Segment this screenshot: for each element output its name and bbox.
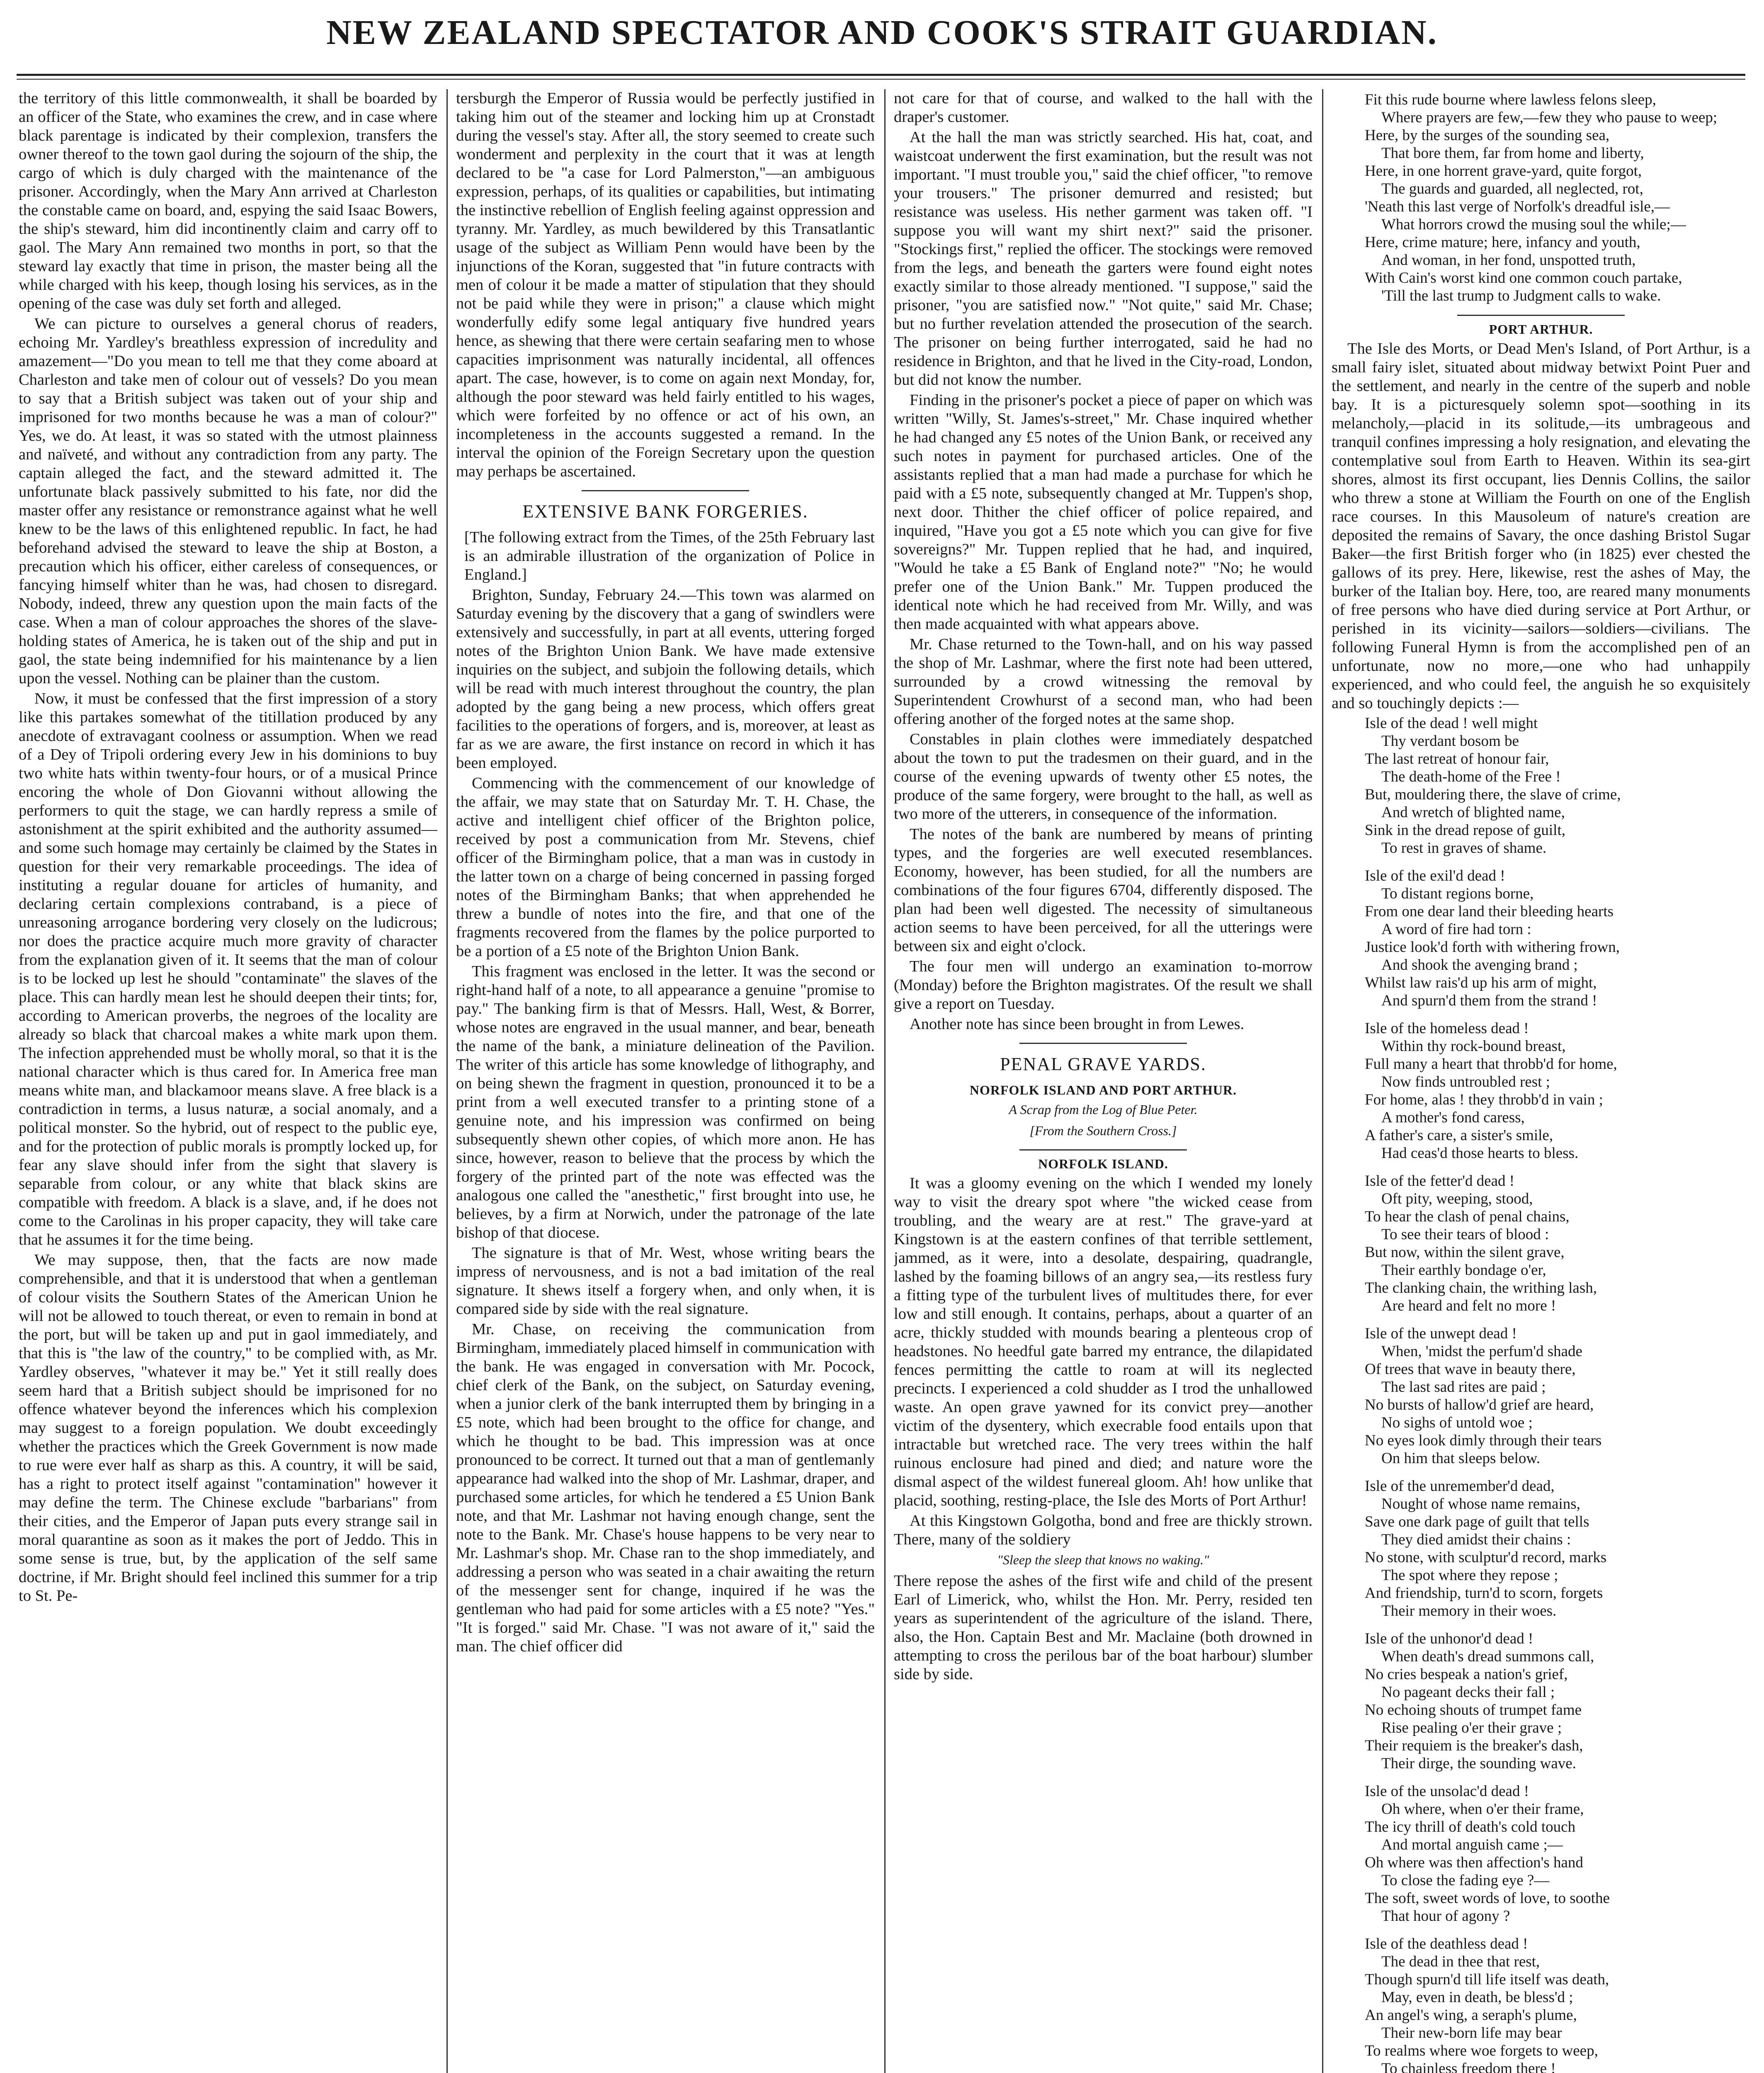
column-1	[19, 89, 437, 2073]
poem-line: Isle of the fetter'd dead !	[1365, 1172, 1515, 1189]
article-headline: EXTENSIVE BANK FORGERIES.	[522, 501, 808, 522]
poem-line: The soft, sweet words of love, to soothe	[1365, 1890, 1610, 1907]
poem-line: Though spurn'd till life itself was death,	[1365, 1971, 1609, 1988]
poem-line: The death-home of the Free !	[1381, 768, 1561, 785]
poem-line: Here, by the surges of the sounding sea,	[1365, 127, 1610, 144]
poem-line: To distant regions borne,	[1381, 885, 1534, 902]
article-paragraph: At this Kingstown Golgotha, bond and free are thickly strown. There, many of the soldiery	[894, 1512, 1313, 1548]
poem-line: Here, crime mature; here, infancy and youth,	[1365, 234, 1640, 251]
column-4	[1332, 89, 1750, 2073]
poem-line: No bursts of hallow'd grief are heard,	[1365, 1396, 1594, 1413]
article-paragraph: We can picture to ourselves a general chorus of readers, echoing Mr. Yardley's breathless expression of incredulity and amazement—"Do you mean to tell me that they come aboard at Charleston and take men of colour out of vessels? Do you mean to say that a British subject was taken out of your ship and imprisoned for two months because he was a man of colour?" Yes, we do. At least, it was so stated with the utmost plainness and naïveté, and without any contradiction from any party. The captain alleged the fact, and the steward admitted it. The unfortunate black passively submitted to his fate, nor did the master offer any resistance or remonstrance against what he well knew to be the laws of this enlightened republic. In fact, he had beforehand advised the steward to leave the ship at Boston, a precaution which his officer, either careless of consequences, or fancying himself whiter than he was, had chosen to disregard. Nobody, indeed, threw any question upon the main facts of the case. When a man of colour approaches the shores of the slave-holding states of America, he is taken out of the ship and put in gaol, the state being indemnified for his maintenance by a lien upon the vessel. Nothing can be plainer than the custom.	[19, 315, 437, 687]
poem-stanza	[1365, 1325, 1750, 1467]
poem-line: Of trees that wave in beauty there,	[1365, 1361, 1576, 1378]
masthead: NEW ZEALAND SPECTATOR AND COOK'S STRAIT GUARDIAN.	[326, 13, 1438, 52]
poem-line: The dead in thee that rest,	[1381, 1953, 1540, 1970]
poem-line: No pageant decks their fall ;	[1381, 1684, 1555, 1701]
poem-line: The clanking chain, the writhing lash,	[1365, 1279, 1597, 1296]
poem-line: For home, alas ! they throbb'd in vain ;	[1365, 1091, 1603, 1108]
column-rule	[1322, 89, 1323, 2073]
poem-line: On him that sleeps below.	[1381, 1450, 1540, 1467]
poem-stanza	[1365, 1172, 1750, 1315]
poem-line: Isle of the exil'd dead !	[1365, 867, 1505, 884]
poem-line: Their memory in their woes.	[1381, 1602, 1557, 1619]
poem-line: And woman, in her fond, unspotted truth,	[1381, 252, 1636, 269]
poem-stanza	[1365, 867, 1750, 1010]
poem-line: To close the fading eye ?—	[1381, 1872, 1550, 1889]
poem-line: And wretch of blighted name,	[1381, 804, 1565, 821]
poem-line: That hour of agony ?	[1381, 1908, 1510, 1925]
column-rule	[884, 89, 886, 2073]
poem-line: The last retreat of honour fair,	[1365, 750, 1549, 767]
section-divider	[1019, 1043, 1187, 1044]
section-subheading: NORFOLK ISLAND.	[1038, 1156, 1168, 1171]
editorial-note: [The following extract from the Times, of the 25th February last is an admirable illustration of the organization of Police in England.]	[464, 529, 875, 583]
article-paragraph: The signature is that of Mr. West, whose writing bears the impress of nervousness, and is not a bad imitation of the real signature. It shews itself a forgery when, and only when, it is compared side by side with the real signature.	[456, 1244, 875, 1318]
poem-line: And mortal anguish came ;—	[1381, 1836, 1563, 1853]
subtitle-line: "Sleep the sleep that knows no waking."	[997, 1552, 1209, 1567]
poem-line: No echoing shouts of trumpet fame	[1365, 1702, 1582, 1719]
article-headline: PENAL GRAVE YARDS.	[1000, 1054, 1206, 1074]
section-divider	[1019, 1149, 1187, 1151]
poem-line: When, 'midst the perfum'd shade	[1381, 1343, 1582, 1360]
poem-line: Their earthly bondage o'er,	[1381, 1262, 1546, 1279]
poem-line: Within thy rock-bound breast,	[1381, 1038, 1566, 1055]
poem-stanza	[1365, 1935, 1750, 2073]
poem-line: Nought of whose name remains,	[1381, 1495, 1580, 1512]
poem-line: No cries bespeak a nation's grief,	[1365, 1666, 1568, 1683]
article-paragraph: The four men will undergo an examination to-morrow (Monday) before the Brighton magistrates. Of the result we shall give a report on Tuesday.	[894, 958, 1313, 1012]
poem-line: No eyes look dimly through their tears	[1365, 1432, 1602, 1449]
poem-line: Isle of the dead ! well might	[1365, 715, 1538, 732]
poem-line: But now, within the silent grave,	[1365, 1244, 1565, 1261]
section-divider	[1457, 315, 1625, 316]
poem-line: Here, in one horrent grave-yard, quite forgot,	[1365, 163, 1642, 180]
article-paragraph: Now, it must be confessed that the first impression of a story like this partakes somewhat of the titillation produced by any anecdote of extravagant coolness or assumption. When we read of a Dey of Tripoli ordering every Jew in his dominions to buy two white hats within twenty-four hours, or of a musical Prince encoring the whole of Don Giovanni without allowing the performers to quit the stage, we can hardly repress a smile of astonishment at the spirit exhibited and the authority assumed—and some such homage may certainly be claimed by the States in question for their very remarkable proceedings. The idea of instituting a regular douane for articles of humanity, and declaring certain complexions contraband, is a piece of unreasoning arrogance bordering very closely on the ludicrous; nor does the practice acquire much more gravity of character from the explanation given of it. It seems that the man of colour is to be locked up lest he should "contaminate" the slaves of the place. This can hardly mean lest he should deepen their tints; for, according to American proverbs, the negroes of the locality are already so black that charcoal makes a white mark upon them. The infection apprehended must be wholly moral, so that it is the national character which is thus cared for. In America free man means white man, and blackamoor means slave. A free black is a contradiction in terms, a lusus naturæ, a social anomaly, and a political monster. So the hybrid, out of respect to the public eye, and for the protection of public morals is promptly locked up, for fear any slave should infer from the sight that slavery is separable from colour, or any white that black skins are compatible with freedom. A black is a slave, and, if he does not come to the Carolinas in his proper capacity, they will take care that he assumes it for the time being.	[19, 690, 437, 1248]
article-paragraph: This fragment was enclosed in the letter. It was the second or right-hand half of a note, to all appearance a genuine "promise to pay." The banking firm is that of Messrs. Hall, West, & Borrer, whose notes are engraved in the usual manner, and bear, beneath the name of the bank, a miniature delineation of the Pavilion. The writer of this article has some knowledge of lithography, and on being shewn the fragment in question, pronounced it to be a print from a well executed transfer to a printing stone of a genuine note, and his impression was confirmed on being subsequently shewn other copies, of which more anon. He has since, however, reason to believe that the process by which the forgery of the printed part of the note was effected was the analogous one called the "anesthetic," first brought into use, he believes, by a firm at Norwich, under the patronage of the late bishop of that diocese.	[456, 963, 875, 1241]
poem-line: Oh where, when o'er their frame,	[1381, 1801, 1584, 1818]
poem-line: They died amidst their chains :	[1381, 1531, 1571, 1548]
article-paragraph: not care for that of course, and walked to the hall with the draper's customer.	[894, 90, 1313, 126]
poem-line: Isle of the unremember'd dead,	[1365, 1478, 1555, 1495]
poem-line: Oh where was then affection's hand	[1365, 1854, 1583, 1871]
column-rule	[446, 89, 448, 2073]
article-paragraph: There repose the ashes of the first wife and child of the present Earl of Limerick, who, whilst the Hon. Mr. Perry, resided ten years as superintendent of the agriculture of the island. There, also, the Hon. Captain Best and Mr. Maclaine (both drowned in attempting to cross the perilous bar of the boat harbour) slumber side by side.	[894, 1572, 1313, 1683]
poem-line: Oft pity, weeping, stood,	[1381, 1190, 1533, 1207]
poem-line: 'Till the last trump to Judgment calls to wake.	[1381, 287, 1661, 304]
poem-line: Thy verdant bosom be	[1381, 733, 1519, 750]
article-paragraph: Brighton, Sunday, February 24.—This town was alarmed on Saturday evening by the discovery that a gang of swindlers were extensively and successfully, in part at all events, uttering forged notes of the Brighton Union Bank. We have made extensive inquiries on the subject, and subjoin the following details, which will be read with much interest throughout the country, the plan adopted by the gang being a new process, which offers great facilities to the operations of forgers, and is, moreover, at least as far as we are aware, the first instance on record in which it has been employed.	[456, 586, 875, 772]
poem-line: To see their tears of blood :	[1381, 1226, 1549, 1243]
article-paragraph: The Isle des Morts, or Dead Men's Island, of Port Arthur, is a small fairy islet, situated about midway betwixt Point Puer and the settlement, and nearly in the centre of the superb and noble bay. It is a picturesquely solemn spot—soothing in its melancholy,—placid in its solitude,—its umbrageous and tranquil confines impressing a holy resignation, and elevating the contemplative soul from Earth to Heaven. Within its sea-girt shores, almost its first occupant, lies Dennis Collins, the sailor who threw a stone at William the Fourth on one of the English race courses. In this Mausoleum of nature's creation are deposited the remains of Savary, the once dashing Bristol Sugar Baker—the first British forger who (in 1825) ever chested the gallows of its prey. Here, likewise, rest the ashes of May, the burker of the Italian boy. Here, too, are reared many monuments of free persons who have died during service at Port Arthur, or perished in its vicinity—sailors—soldiers—civilians. The following Funeral Hymn is from the accomplished pen of an unfortunate, now no more,—one who had unhappily experienced, and who could feel, the anguish he so exquisitely and so touchingly depicts :—	[1332, 340, 1750, 712]
poem-line: No sighs of untold woe ;	[1381, 1414, 1533, 1431]
poem-line: But, mouldering there, the slave of crime,	[1365, 786, 1621, 803]
poem-stanza	[1365, 1020, 1750, 1162]
poem-line: Justice look'd forth with withering frown,	[1365, 939, 1620, 956]
article-paragraph: the territory of this little commonwealth, it shall be boarded by an officer of the State, who examines the crew, and in case where black parentage is indicated by their complexion, transfers the owner thereof to the town gaol during the sojourn of the ship, the cargo of which is duly charged with the maintenance of the prisoner. Accordingly, when the Mary Ann arrived at Charleston the constable came on board, and, espying the said Isaac Bowers, the ship's steward, him did incontinently claim and carry off to gaol. The Mary Ann remained two months in port, so that the steward lay exactly that time in prison, the master being all the while charged with his keep, though losing his services, as in the opening of the case was duly set forth and alleged.	[19, 90, 437, 312]
poem-line: And spurn'd them from the strand !	[1381, 992, 1597, 1009]
masthead-rule	[17, 74, 1745, 76]
poem-line: And shook the avenging brand ;	[1381, 956, 1578, 973]
poem-line: The icy thrill of death's cold touch	[1365, 1818, 1576, 1835]
article-paragraph: We may suppose, then, that the facts are now made comprehensible, and that it is understood that when a gentleman of colour visits the Southern States of the American Union he will not be allowed to touch thereat, or even to remain in bond at the port, but will be taken up and put in gaol immediately, and that this is "the law of the country," to be complied with, as Mr. Yardley observes, "whatever it may be." Yet it still really does seem hard that a British subject should be imprisoned for no offence whatever beyond the inferences which his complexion may suggest to a foreign population. We doubt exceedingly whether the practices which the Greek Government is now made to rue were ever half as sharp as this. A country, it will be said, has a right to protect itself against "contamination" however it may define the term. The Chinese exclude "barbarians" from their cities, and the Emperor of Japan puts every strange sail in moral quarantine as soon as it makes the port of Jeddo. This in some sense is true, but, by the application of the self same doctrine, if Mr. Bright should feel inclined this summer for a trip to St. Pe-	[19, 1251, 437, 1605]
poem-line: Isle of the unsolac'd dead !	[1365, 1783, 1529, 1800]
poem-line: A mother's fond caress,	[1381, 1109, 1525, 1126]
poem-line: Sink in the dread repose of guilt,	[1365, 822, 1565, 839]
poem-line: Full many a heart that throbb'd for home,	[1365, 1056, 1617, 1073]
poem-line: Their new-born life may bear	[1381, 2024, 1562, 2041]
section-subheading: NORFOLK ISLAND AND PORT ARTHUR.	[969, 1083, 1237, 1097]
poem-line: Isle of the unwept dead !	[1365, 1325, 1517, 1342]
poem-line: May, even in death, be bless'd ;	[1381, 1989, 1573, 2006]
poem-line: And friendship, turn'd to scorn, forgets	[1365, 1585, 1603, 1602]
masthead-rule	[17, 79, 1745, 80]
poem-line: With Cain's worst kind one common couch partake,	[1365, 269, 1682, 286]
poem-stanza	[1365, 1782, 1750, 1925]
poem-stanza	[1365, 1477, 1750, 1620]
poem-line: Where prayers are few,—few they who pause to weep;	[1381, 109, 1718, 126]
poem-line: Had ceas'd those hearts to bless.	[1381, 1145, 1579, 1162]
poem-line: An angel's wing, a seraph's plume,	[1365, 2007, 1577, 2024]
poem-line: That bore them, far from home and liberty,	[1381, 145, 1644, 162]
subtitle-line: [From the Southern Cross.]	[1029, 1123, 1177, 1138]
section-subheading: PORT ARTHUR.	[1489, 322, 1593, 337]
section-divider	[582, 490, 749, 491]
article-paragraph: Mr. Chase, on receiving the communication from Birmingham, immediately placed himself in communication with the bank. He was engaged in conversation with Mr. Pocock, chief clerk of the Bank, on the subject, on Saturday evening, when a junior clerk of the bank interrupted them by bringing in a £5 note, which had been brought to the office for change, and which he thought to be bad. This impression was at once pronounced to be correct. It turned out that a man of gentlemanly appearance had walked into the shop of Mr. Lashmar, draper, and purchased some articles, for which he tendered a £5 Union Bank note, and that Mr. Lashmar not having enough change, sent the note to the Bank. Mr. Chase's house happens to be very near to Mr. Lashmar's shop. Mr. Chase ran to the shop immediately, and addressing a person who was seated in a chair awaiting the return of the messenger sent for change, inquired if he was the gentleman who had paid for some articles with a £5 note? "Yes." "It is forged." said Mr. Chase. "I was not aware of it," said the man. The chief officer did	[456, 1321, 875, 1655]
poem-line: The guards and guarded, all neglected, rot,	[1381, 180, 1643, 197]
poem-line: A father's care, a sister's smile,	[1365, 1127, 1553, 1144]
poem-line: Isle of the unhonor'd dead !	[1365, 1630, 1533, 1647]
poem-line: To rest in graves of shame.	[1381, 840, 1547, 857]
poem-line: No stone, with sculptur'd record, marks	[1365, 1549, 1607, 1566]
poem-line: The spot where they repose ;	[1381, 1567, 1558, 1584]
poem-line: A word of fire had torn :	[1381, 921, 1531, 938]
poem-line: Their requiem is the breaker's dash,	[1365, 1737, 1583, 1754]
column-2	[456, 89, 875, 2073]
subtitle-line: A Scrap from the Log of Blue Peter.	[1009, 1102, 1198, 1117]
article-paragraph: It was a gloomy evening on the which I wended my lonely way to visit the dreary spot where "the wicked cease from troubling, and the weary are at rest." The grave-yard at Kingstown is at the eastern confines of that terrible settlement, jammed, as it were, into a desolate, despairing, quadrangle, lashed by the foaming billows of an angry sea,—its restless fury a fitting type of the turbulent lives of multitudes there, for ever low and still enough. It contains, perhaps, about a quarter of an acre, thickly studded with mounds bearing a plenteous crop of headstones. No heedful gate barred my entrance, the dilapidated fences permitting the cattle to roam at will its neglected precincts. I experienced a cold shudder as I trod the unhallowed waste. An open grave yawned for its convict prey—another victim of the dysentery, which execrable food entails upon that intractable but wretched race. The very trees within the half ruinous enclosure had pined and died; and nature wore the dismal aspect of the wildest funereal gloom. Ah! how unlike that placid, soothing, resting-place, the Isle des Morts of Port Arthur!	[894, 1175, 1313, 1509]
poem-line: Fit this rude bourne where lawless felons sleep,	[1365, 91, 1656, 108]
poem-line: The last sad rites are paid ;	[1381, 1379, 1546, 1396]
column-3	[894, 89, 1313, 2073]
poem-line: 'Neath this last verge of Norfolk's dreadful isle,—	[1365, 198, 1670, 215]
poem-line: When death's dread summons call,	[1381, 1648, 1594, 1665]
poem-line: Now finds untroubled rest ;	[1381, 1073, 1550, 1090]
poem-line: To hear the clash of penal chains,	[1365, 1208, 1570, 1225]
poem-line: To realms where woe forgets to weep,	[1365, 2042, 1598, 2059]
poem-line: Their dirge, the sounding wave.	[1381, 1755, 1576, 1772]
poem-line: To chainless freedom there !	[1381, 2060, 1556, 2073]
article-paragraph: Finding in the prisoner's pocket a piece of paper on which was written "Willy, St. James's-street," Mr. Chase inquired whether he had changed any £5 notes of the Union Bank, or received any such notes in payment for purchased articles. One of the assistants replied that a man had made a purchase for which he paid with a £5 note, subsequently changed at Mr. Tuppen's shop, next door. Thither the chief officer of police repaired, and inquired, "Have you got a £5 note which you can give for five sovereigns?" Mr. Tuppen replied that he had, and inquired, "Would he take a £5 Bank of England note?" "No; he would prefer one of the Union Bank." Mr. Tuppen produced the identical note which he had received from Mr. Willy, and was then made acquainted with what appears above.	[894, 391, 1313, 633]
poem-stanza	[1365, 1630, 1750, 1772]
article-paragraph: Commencing with the commencement of our knowledge of the affair, we may state that on Saturday Mr. T. H. Chase, the active and intelligent chief officer of the Brighton police, received by post a communication from Mr. Stevens, chief officer of the Birmingham police, that a man was in custody in the latter town on a charge of being concerned in passing forged notes of the Birmingham Banks; that when apprehended he threw a bundle of notes into the fire, and that one of the fragments recovered from the flames by the police purported to be a portion of a £5 note of the Brighton Union Bank.	[456, 774, 875, 960]
article-paragraph: Mr. Chase returned to the Town-hall, and on his way passed the shop of Mr. Lashmar, where the first note had been uttered, surrounded by a crowd witnessing the removal by Superintendent Crowhurst of a second man, who had been offering another of the forged notes at the same shop.	[894, 636, 1313, 728]
article-paragraph: tersburgh the Emperor of Russia would be perfectly justified in taking him out of the steamer and locking him up at Cronstadt during the vessel's stay. After all, the story seemed to create such wonderment and perplexity in the court that it was at length declared to be "a case for Lord Palmerston,"—an ambiguous expression, perhaps, of its qualities or capabilities, but intimating the instinctive rebellion of English feeling against oppression and tyranny. Mr. Yardley, as much bewildered by this Transatlantic usage of the subject as William Penn would have been by the injunctions of the Koran, suggested that "in future contracts with men of colour it be made a matter of stipulation that they should not be paid while they were in prison;" a clause which might wonderfully edify some legal antiquary five hundred years hence, as shewing that there were certain seafaring men to whose capacities imprisonment was naturally incidental, all offences apart. The case, however, is to come on again next Monday, for, although the poor steward was held fairly entitled to his wages, which were forfeited by no offence or act of his own, an incompleteness in the accounts suggested a remand. In the interval the opinion of the Foreign Secretary upon the question may perhaps be ascertained.	[456, 90, 875, 480]
poem-line: Whilst law rais'd up his arm of might,	[1365, 974, 1597, 991]
poem-stanza	[1365, 91, 1750, 305]
poem-line: Save one dark page of guilt that tells	[1365, 1513, 1589, 1530]
article-paragraph: Another note has since been brought in from Lewes.	[910, 1015, 1245, 1033]
article-paragraph: The notes of the bank are numbered by means of printing types, and the forgeries are well executed resemblances. Economy, however, has been studied, for all the numbers are combinations of the four figures 6704, differently disposed. The plan had been well digested. The necessity of simultaneous action seems to have been perceived, for all the utterings were between six and eight o'clock.	[894, 825, 1313, 955]
poem-line: What horrors crowd the musing soul the while;—	[1381, 216, 1686, 233]
article-paragraph: At the hall the man was strictly searched. His hat, coat, and waistcoat underwent the first examination, but the result was not important. "I must trouble you," said the chief officer, "to remove your trousers." The prisoner demurred and resisted; but resistance was useless. His nether garment was taken off. "I suppose you will want my shirt next?" said the prisoner. "Stockings first," replied the officer. The stockings were removed from the legs, and beneath the garters were found eight notes exactly similar to those already mentioned. "I suppose," said the prisoner, "you are satisfied now." "Not quite," said Mr. Chase; but no further revelation attended the prosecution of the search. The prisoner on being further interrogated, said he had no residence in Brighton, and that he lived in the City-road, London, but did not know the number.	[894, 129, 1313, 388]
poem-line: Isle of the deathless dead !	[1365, 1935, 1528, 1952]
poem-line: From one dear land their bleeding hearts	[1365, 903, 1614, 920]
poem-stanza	[1365, 714, 1750, 857]
article-paragraph: Constables in plain clothes were immediately despatched about the town to put the tradesmen on their guard, and in the course of the evening upwards of twenty other £5 notes, the produce of the same forgery, were brought to the hall, as well as two more of the utterers, in consequence of the information.	[894, 731, 1313, 823]
poem-line: Isle of the homeless dead !	[1365, 1020, 1529, 1037]
poem-line: Are heard and felt no more !	[1381, 1297, 1556, 1314]
poem-line: Rise pealing o'er their grave ;	[1381, 1719, 1562, 1736]
